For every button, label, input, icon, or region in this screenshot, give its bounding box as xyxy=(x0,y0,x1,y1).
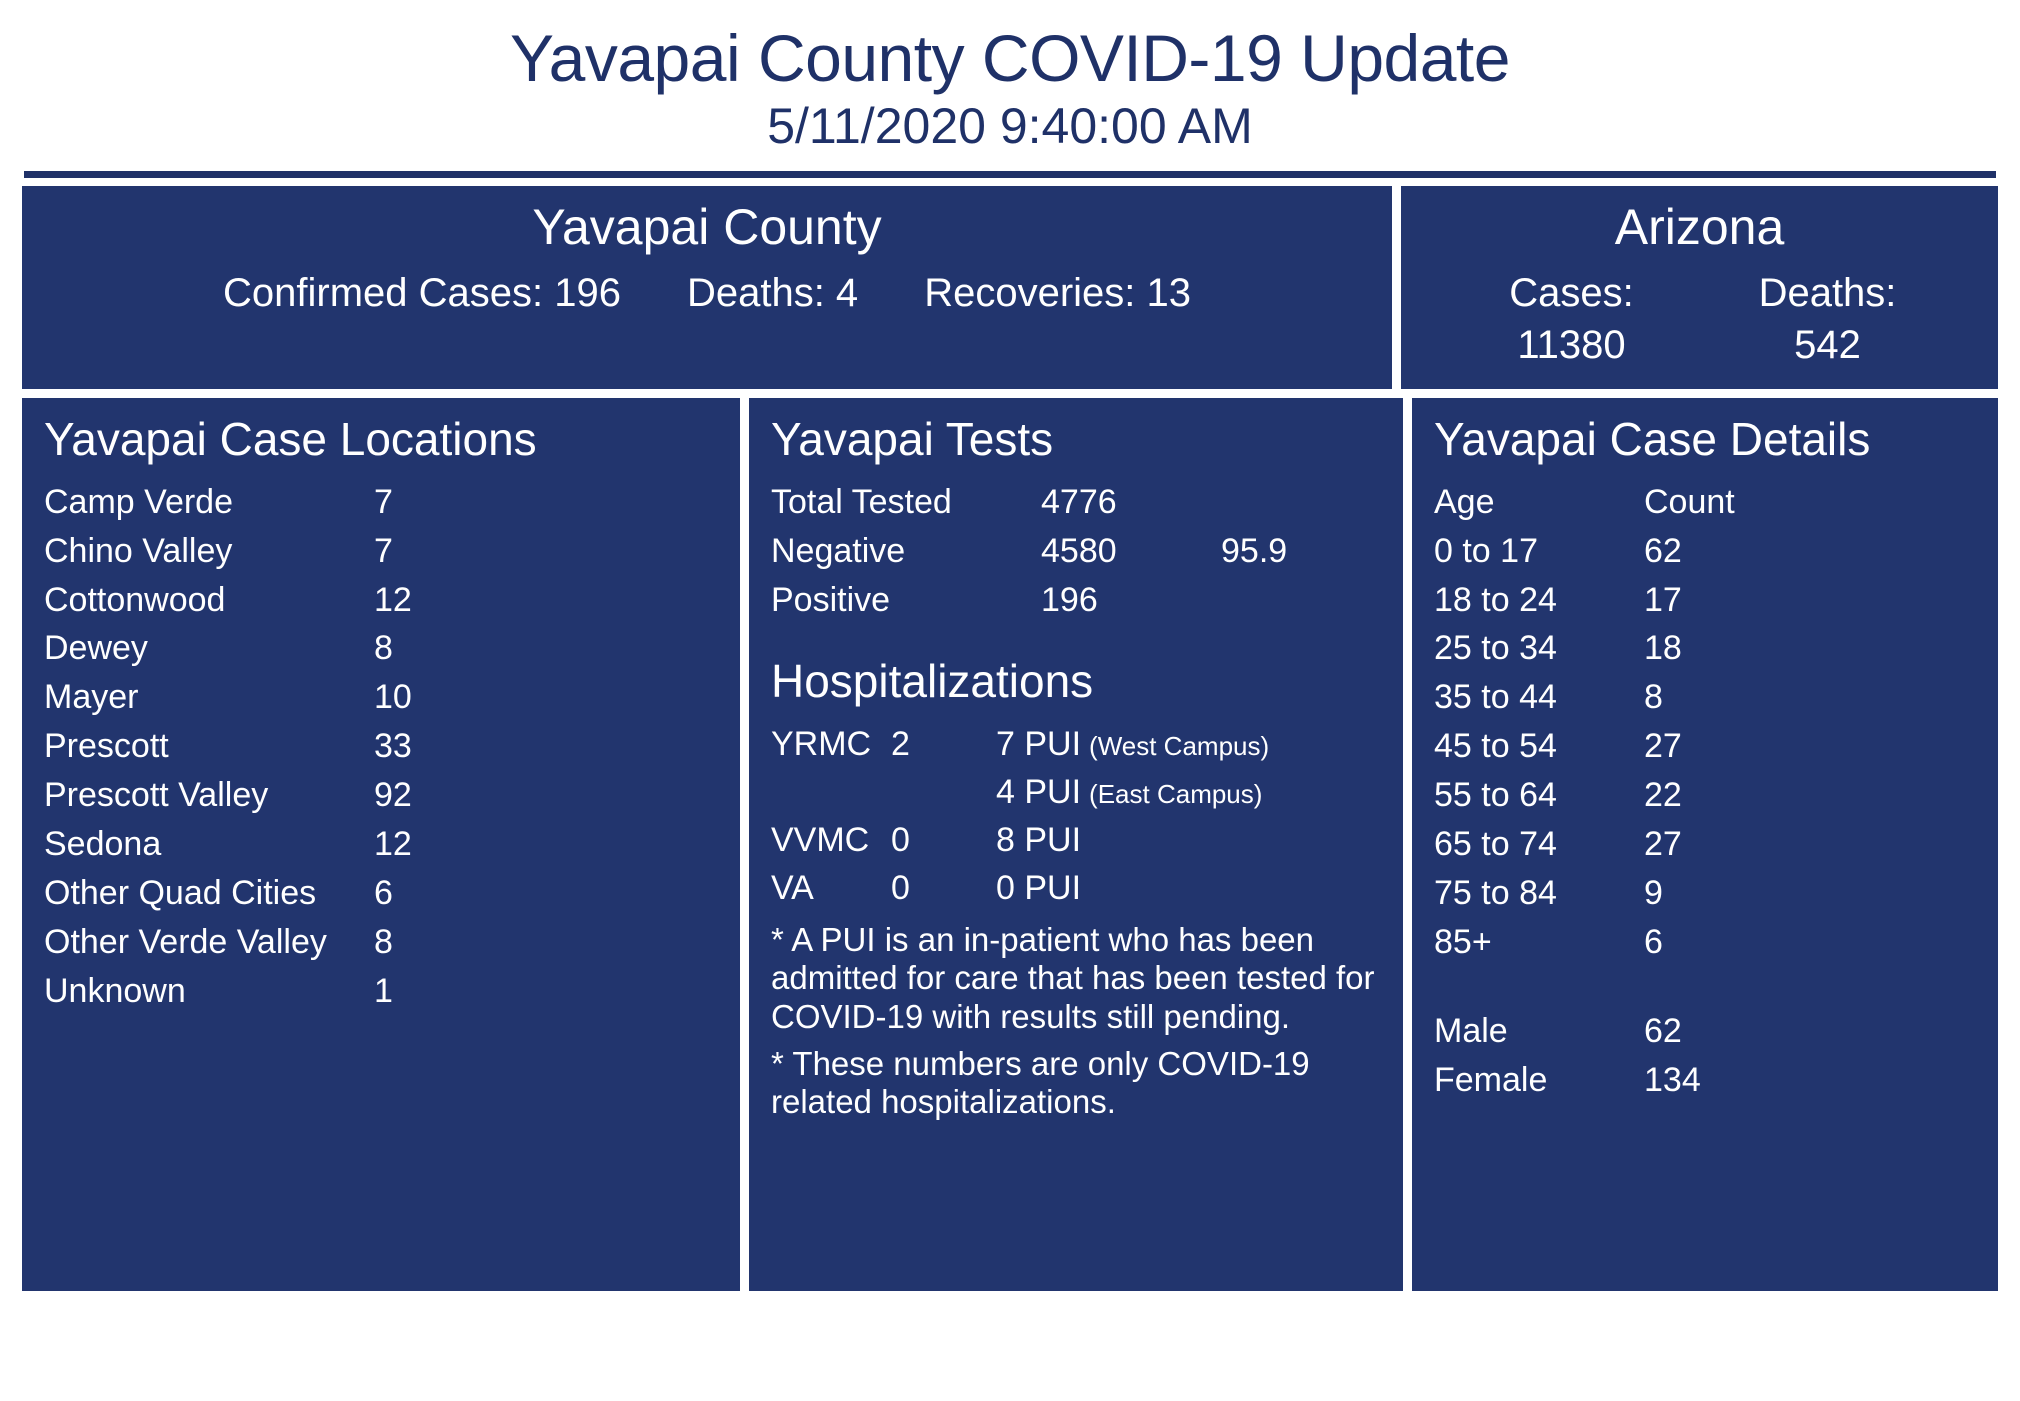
location-name: Sedona xyxy=(44,825,162,864)
arizona-deaths-value: 542 xyxy=(1794,323,1861,368)
location-count: 12 xyxy=(374,580,412,619)
table-row xyxy=(1434,673,1976,722)
test-name: Total Tested xyxy=(771,482,952,521)
table-row xyxy=(44,918,718,967)
location-count: 1 xyxy=(374,972,393,1011)
table-row xyxy=(771,478,1381,527)
age-group: 25 to 34 xyxy=(1434,629,1557,668)
location-name: Prescott Valley xyxy=(44,776,269,815)
details-spacer xyxy=(1434,967,1976,1007)
location-count: 33 xyxy=(374,727,412,766)
table-row xyxy=(44,673,718,722)
test-percent xyxy=(1221,478,1381,527)
header-divider xyxy=(24,171,1996,178)
case-locations-panel xyxy=(22,398,740,1291)
age-count: 6 xyxy=(1644,923,1663,962)
age-group: 85+ xyxy=(1434,923,1492,962)
age-count: 22 xyxy=(1644,776,1682,815)
table-row xyxy=(1434,527,1976,576)
location-count: 6 xyxy=(374,874,393,913)
hospital-name: VVMC xyxy=(771,821,870,860)
hospital-name: VA xyxy=(771,869,814,908)
table-row xyxy=(44,820,718,869)
table-row xyxy=(1434,576,1976,625)
table-row xyxy=(1434,1056,1976,1105)
arizona-cases-value: 11380 xyxy=(1517,323,1626,368)
table-row xyxy=(1434,918,1976,967)
hospital-pui: 0 PUI xyxy=(996,869,1082,908)
arizona-summary-panel xyxy=(1401,186,1998,389)
table-row xyxy=(771,576,1381,625)
table-header-row xyxy=(1434,478,1976,527)
location-count: 8 xyxy=(374,923,393,962)
table-row xyxy=(1434,624,1976,673)
table-row xyxy=(44,576,718,625)
arizona-stat-labels xyxy=(1419,267,1980,319)
sex-label: Male xyxy=(1434,1012,1508,1051)
summary-row xyxy=(22,186,1998,389)
location-name: Mayer xyxy=(44,678,139,717)
hospital-pui: 7 PUI xyxy=(996,724,1082,763)
age-count: 27 xyxy=(1644,727,1682,766)
case-details-title: Yavapai Case Details xyxy=(1434,413,1871,466)
table-row xyxy=(771,768,1381,816)
page-title: Yavapai County COVID-19 Update xyxy=(510,21,1510,95)
test-count: 196 xyxy=(1041,580,1098,619)
location-name: Camp Verde xyxy=(44,482,233,521)
table-row xyxy=(771,816,1381,864)
table-row xyxy=(771,720,1381,768)
location-name: Dewey xyxy=(44,629,148,668)
hospital-campus: (East Campus) xyxy=(1089,778,1263,809)
age-group: 18 to 24 xyxy=(1434,580,1557,619)
sex-label: Female xyxy=(1434,1061,1548,1100)
table-row xyxy=(1434,722,1976,771)
age-group: 55 to 64 xyxy=(1434,776,1557,815)
location-name: Other Verde Valley xyxy=(44,923,327,962)
location-count: 12 xyxy=(374,825,412,864)
hospitalizations-title: Hospitalizations xyxy=(771,655,1094,708)
test-count: 4776 xyxy=(1041,482,1117,521)
yavapai-summary-heading: Yavapai County xyxy=(532,199,882,256)
location-count: 92 xyxy=(374,776,412,815)
case-locations-title: Yavapai Case Locations xyxy=(44,413,537,466)
table-row xyxy=(1434,1007,1976,1056)
page-timestamp: 5/11/2020 9:40:00 AM xyxy=(767,97,1253,154)
tests-title: Yavapai Tests xyxy=(771,413,1054,466)
age-count: 17 xyxy=(1644,580,1682,619)
table-row xyxy=(44,722,718,771)
arizona-cases-label: Cases: xyxy=(1509,271,1634,316)
hospital-count: 2 xyxy=(891,724,910,763)
age-count: 18 xyxy=(1644,629,1682,668)
table-row xyxy=(44,624,718,673)
test-percent xyxy=(1221,576,1381,625)
column-header-age: Age xyxy=(1434,482,1495,521)
age-group: 35 to 44 xyxy=(1434,678,1557,717)
age-group: 65 to 74 xyxy=(1434,825,1557,864)
age-group: 0 to 17 xyxy=(1434,531,1538,570)
yavapai-summary-stats xyxy=(40,267,1374,319)
age-group: 45 to 54 xyxy=(1434,727,1557,766)
table-row xyxy=(44,967,718,1016)
table-row xyxy=(1434,820,1976,869)
tests-panel xyxy=(749,398,1403,1291)
yavapai-confirmed-cases: Confirmed Cases: 196 xyxy=(223,271,621,316)
hospitalizations-footnote: * These numbers are only COVID-19 related hospitalizations. xyxy=(771,1044,1310,1121)
hospital-count: 0 xyxy=(891,869,910,908)
age-group: 75 to 84 xyxy=(1434,874,1557,913)
hospital-pui: 4 PUI xyxy=(996,772,1082,811)
arizona-deaths-label: Deaths: xyxy=(1758,271,1897,316)
location-name: Prescott xyxy=(44,727,169,766)
location-count: 10 xyxy=(374,678,412,717)
table-row xyxy=(1434,869,1976,918)
test-name: Positive xyxy=(771,580,891,619)
table-row xyxy=(44,869,718,918)
test-count: 4580 xyxy=(1041,531,1117,570)
arizona-summary-heading: Arizona xyxy=(1614,199,1785,256)
arizona-stat-values xyxy=(1419,319,1980,371)
age-count: 62 xyxy=(1644,531,1682,570)
hospital-campus: (West Campus) xyxy=(1089,730,1270,761)
location-name: Other Quad Cities xyxy=(44,874,317,913)
table-row xyxy=(1434,771,1976,820)
yavapai-summary-panel xyxy=(22,186,1392,389)
location-count: 7 xyxy=(374,482,393,521)
location-count: 8 xyxy=(374,629,393,668)
table-row xyxy=(44,478,718,527)
yavapai-deaths: Deaths: 4 xyxy=(686,271,859,316)
hospital-name: YRMC xyxy=(771,724,872,763)
hospital-count: 0 xyxy=(891,821,910,860)
location-count: 7 xyxy=(374,531,393,570)
location-name: Cottonwood xyxy=(44,580,226,619)
case-details-panel xyxy=(1412,398,1998,1291)
table-row xyxy=(771,864,1381,912)
pui-footnote: * A PUI is an in-patient who has been admitted for care that has been tested for COVID-19 with results still pending. xyxy=(771,920,1375,1035)
table-row xyxy=(44,771,718,820)
yavapai-recoveries: Recoveries: 13 xyxy=(924,271,1191,316)
table-row xyxy=(44,527,718,576)
sex-count: 62 xyxy=(1644,1012,1682,1051)
age-count: 8 xyxy=(1644,678,1663,717)
page-header xyxy=(22,0,1998,155)
table-row xyxy=(771,527,1381,576)
test-percent: 95.9 xyxy=(1221,531,1288,570)
location-name: Unknown xyxy=(44,972,186,1011)
age-count: 27 xyxy=(1644,825,1682,864)
sex-count: 134 xyxy=(1644,1061,1701,1100)
detail-row xyxy=(22,398,1998,1291)
location-name: Chino Valley xyxy=(44,531,233,570)
test-name: Negative xyxy=(771,531,906,570)
hospital-pui: 8 PUI xyxy=(996,821,1082,860)
age-count: 9 xyxy=(1644,874,1663,913)
column-header-count: Count xyxy=(1644,482,1735,521)
